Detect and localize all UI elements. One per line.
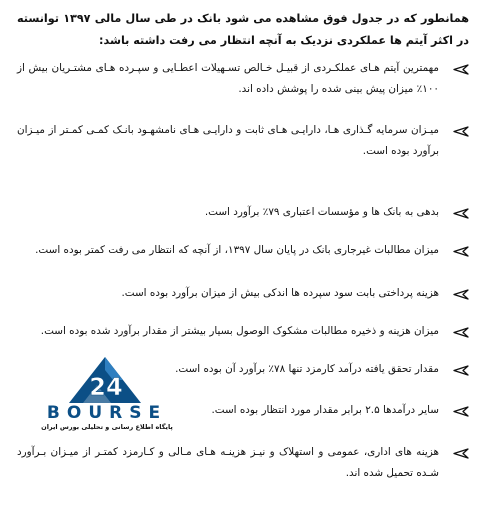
bullet-item: [17, 58, 469, 100]
arrow-bullet-icon: [453, 406, 469, 417]
arrow-bullet-icon: [453, 365, 469, 376]
bullet-text: میـزان سرمایه گـذاری هـا، دارایـی هـای ثابت و دارایـی هـای نامشهـود بانـک کمـی کمـتر از میـزان برآورد بوده است.: [17, 124, 439, 157]
bullet-item: [17, 202, 469, 223]
arrow-bullet-icon: [453, 327, 469, 338]
arrow-bullet-icon: [453, 448, 469, 459]
logo-subtitle: پایگاه اطلاع رسانی و تحلیلی بورس ایران: [41, 423, 173, 431]
bullet-text: سایر درآمدها ۲.۵ برابر مقدار مورد انتظار بوده است.: [211, 404, 439, 416]
arrow-bullet-icon: [453, 246, 469, 257]
bullet-item: [17, 442, 469, 484]
bullet-text: میزان هزینه و ذخیره مطالبات مشکوک الوصول بسیار بیشتر از مقدار برآورد شده بوده است.: [40, 325, 439, 337]
arrow-bullet-icon: [453, 208, 469, 219]
bullet-text: مقدار تحقق یافته درآمد کارمزد تنها ۷۸٪ برآورد آن بوده است.: [175, 363, 439, 375]
arrow-bullet-icon: [453, 126, 469, 137]
mountain-logo-icon: [33, 353, 179, 405]
bullet-text: هزینه پرداختی بابت سود سپرده ها اندکی بیش از میزان برآورد بوده است.: [121, 287, 439, 299]
bullet-item: [17, 240, 469, 261]
arrow-bullet-icon: [453, 289, 469, 300]
logo-wordmark: BOURSE: [46, 403, 168, 423]
bullet-item: [17, 321, 469, 342]
bourse-logo: [33, 353, 179, 441]
bullet-item: [17, 283, 469, 304]
intro-paragraph: همانطور که در جدول فوق مشاهده می شود بانک در طی سال مالی ۱۳۹۷ توانسته در اکثر آیتم ها عملکردی نزدیک به آنچه انتظار می رفت داشته باشد:: [17, 12, 469, 47]
bullet-text: هزینه های اداری، عمومی و استهلاک و نیـز هزینـه هـای مـالی و کـارمزد کمتـر از میـزان بـرآورد شـده تحمیل شده اند.: [17, 446, 439, 479]
bullet-text: مهمترین آیتم هـای عملکـردی از قبیـل خـالص تسـهیلات اعطـایی و سپـرده هـای مشتـریان بیش از ۱۰۰٪ میزان پیش بینی شده را پوشش داده اند.: [17, 62, 439, 95]
arrow-bullet-icon: [453, 64, 469, 75]
logo-number: 24: [89, 373, 123, 401]
bullet-text: میزان مطالبات غیرجاری بانک در پایان سال ۱۳۹۷، از آنچه که انتظار می رفت کمتر بوده است.: [35, 244, 439, 256]
bullet-text: بدهی به بانک ها و مؤسسات اعتباری ۷۹٪ برآورد است.: [204, 206, 439, 218]
bullet-item: [17, 120, 469, 162]
